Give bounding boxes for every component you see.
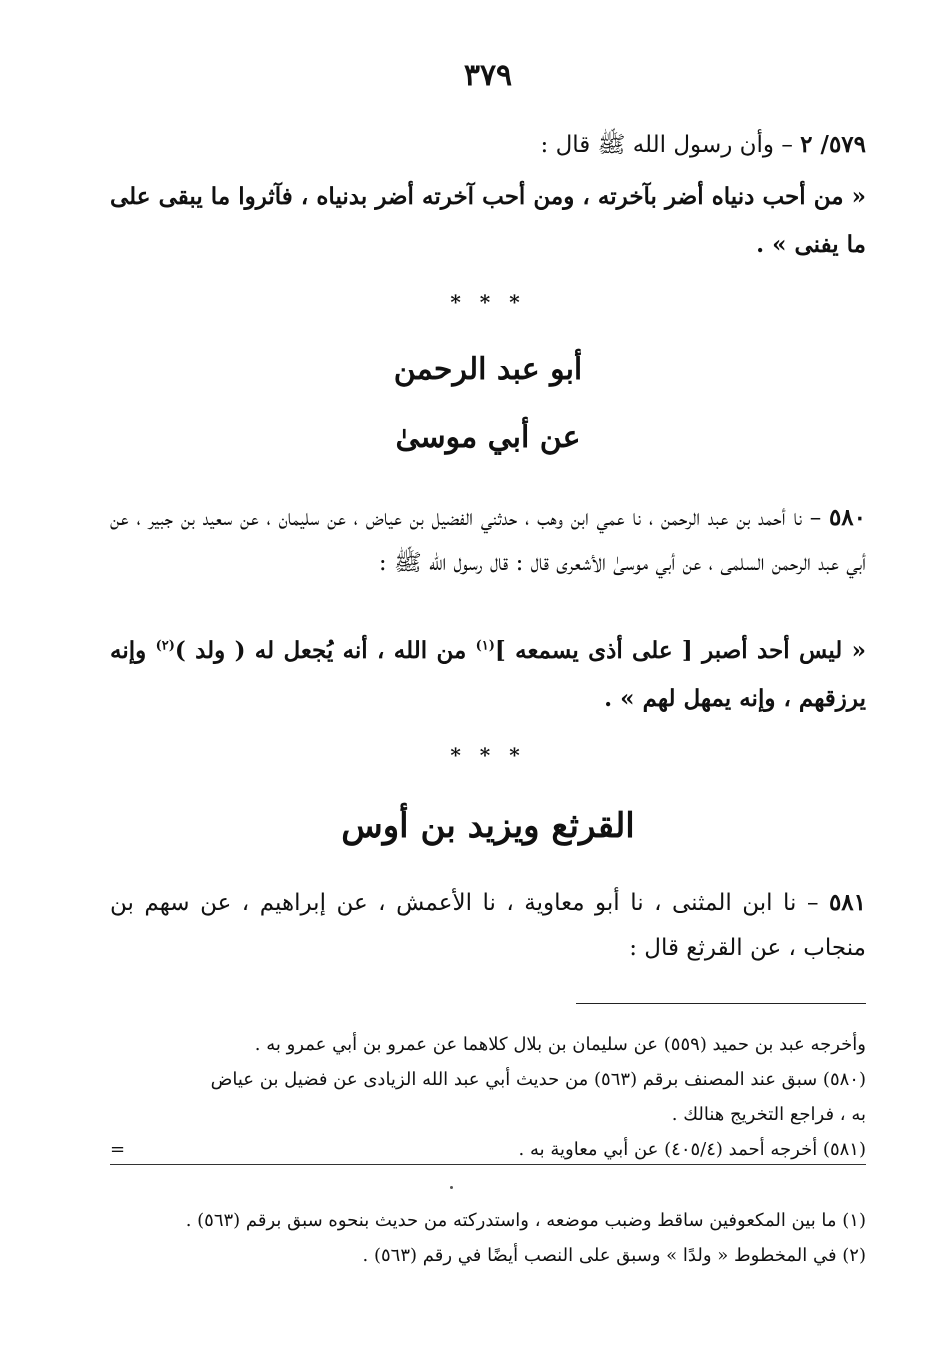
footnote-line: به ، فراجع التخريج هنالك . [671,1104,866,1125]
hadith-579-number: ٥٧٩/ ٢ [800,131,866,158]
book-page [110,0,866,1360]
footnote-line: (٥٨١) أخرجه أحمد (٤٠٥/٤) عن أبي معاوية به . [518,1139,866,1160]
page-number: ٣٧٩ [463,58,513,93]
section-title-abu-abd-al-rahman: أبو عبد الرحمن [393,352,583,387]
footnote-underline [110,1164,866,1165]
hadith-580-matn-part-1: « ليس أحد أصبر [ على أذى يسمعه ] [494,637,866,664]
editor-note-2: (٢) في المخطوط « ولدًا » وسبق على النصب أيضًا في رقم (٥٦٣) . [362,1245,866,1266]
hadith-579-intro-text: – وأن رسول الله ﷺ قال : [540,132,793,158]
hadith-580-isnad [110,495,866,586]
section-subtitle-abu-musa: عن أبي موسىٰ [395,420,581,455]
hadith-580-isnad-text: – نا أحمد بن عبد الرحمن ، نا عمي ابن وهب ، حدثني الفضيل بن عياض ، عن سليمان ، عن سعيد بن جبير ، عن أبي عبد الرحمن السلمى ، عن أبي موسىٰ الأشعرى قال : قال رسول الله ﷺ : [110,505,866,576]
footnote-line: (٥٨٠) سبق عند المصنف برقم (٥٦٣) من حديث أبي عبد الله الزيادى عن فضيل بن عياض [210,1069,866,1090]
hadith-581-number: ٥٨١ [828,889,867,916]
editor-note-1: (١) ما بين المكعوفين ساقط وضبب موضعه ، واستدركته من حديث بنحوه سبق برقم (٥٦٣) . [185,1210,866,1231]
hadith-580-number: ٥٨٠ [828,504,867,531]
footnote-marker-1: (١) [475,638,495,654]
hadith-579-intro [110,122,866,168]
continuation-mark: = [110,1139,126,1160]
separator-dot [450,1186,453,1189]
section-separator: * * * [450,743,526,767]
hadith-580-matn-part-2: من الله ، أنه يُجعل له ( ولد ) [174,637,476,664]
footnote-divider [576,1003,866,1004]
hadith-579-matn: « من أحب دنياه أضر بآخرته ، ومن أحب آخرته أضر بدنياه ، فآثروا ما يبقى على ما يفنى » . [110,183,866,258]
hadith-580-matn [110,627,866,723]
hadith-580-matn-part-3: وإنه يرزقهم ، وإنه يمهل لهم » . [110,637,866,712]
footnote-line: وأخرجه عبد بن حميد (٥٥٩) عن سليمان بن بلال كلاهما عن عمرو بن أبي عمرو به . [254,1034,866,1055]
hadith-581-isnad [110,880,866,971]
section-title-qartha-yazid: القرثع ويزيد بن أوس [341,806,635,846]
section-separator: * * * [450,290,526,314]
hadith-581-isnad-text: – نا ابن المثنى ، نا أبو معاوية ، نا الأعمش ، عن إبراهيم ، عن سهم بن منجاب ، عن القرثع قال : [110,890,866,961]
footnote-marker-2: (٢) [155,638,175,654]
